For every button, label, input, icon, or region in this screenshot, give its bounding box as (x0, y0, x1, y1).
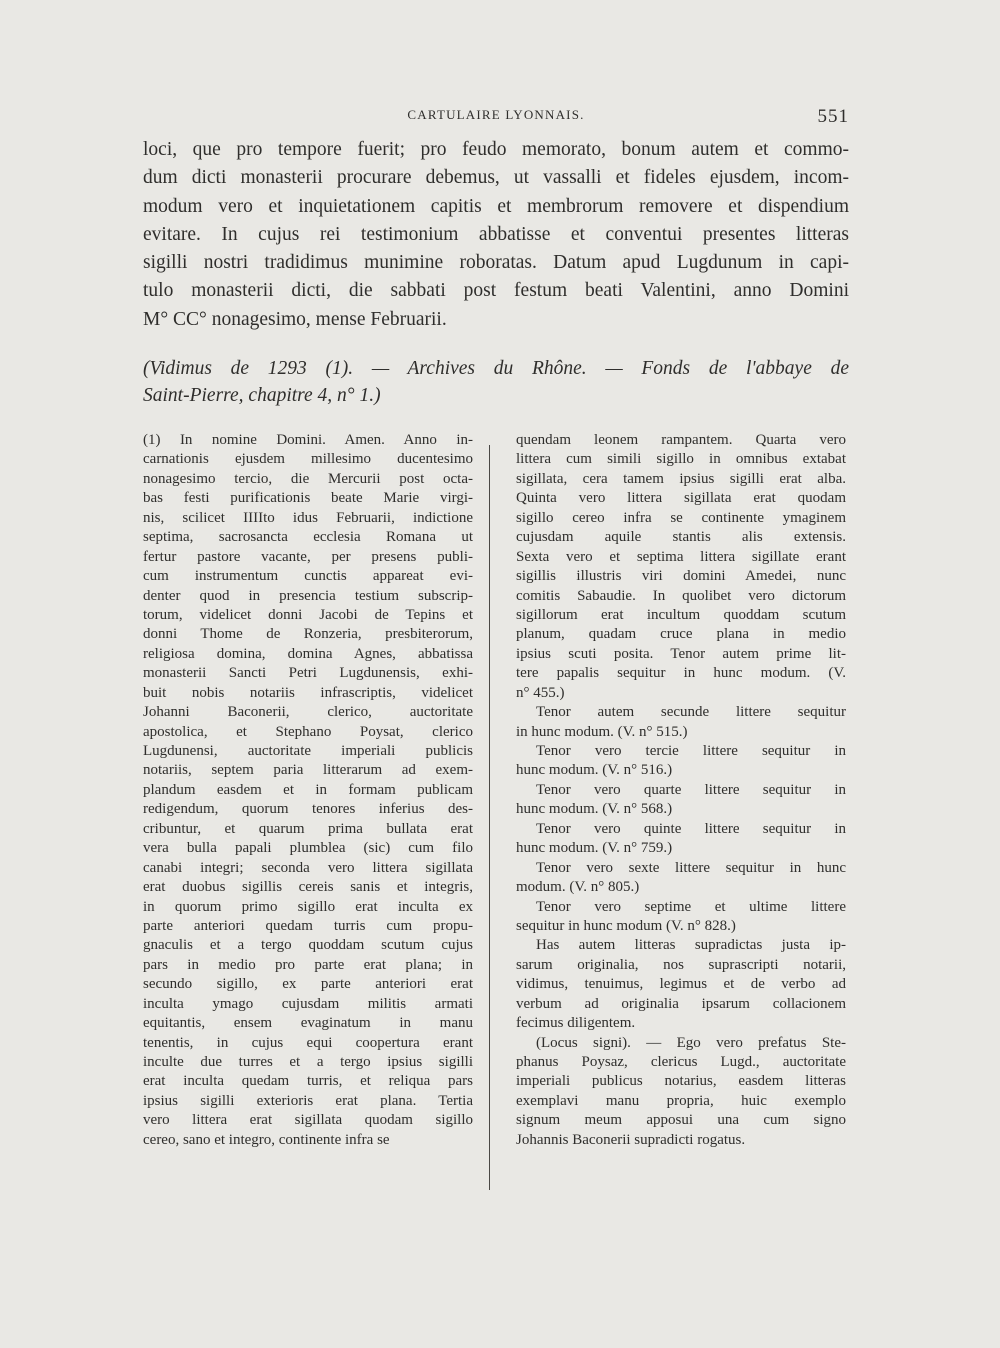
footnote-line: gnaculis et a tergo quoddam scutum cujus (143, 937, 473, 954)
footnote-line: ipsius scuti posita. Tenor autem prime lit- (516, 645, 846, 662)
footnote-line: Tenor vero tercie littere sequitur in (536, 743, 846, 759)
footnote-line: monasterii Sancti Petri Lugdunensis, exhi- (143, 665, 473, 682)
footnote-line: buit nobis notariis infrascriptis, videlicet (143, 684, 473, 701)
footnote-line: sigillorum erat incultum quoddam scutum (516, 606, 846, 623)
footnote-line: fertur pastore vacante, per presens publi- (143, 548, 473, 565)
footnote-line: septima, sacrosancta ecclesia Romana ut (143, 529, 473, 546)
footnote-line: hunc modum. (V. n° 759.) (516, 840, 673, 857)
footnote-line: plandum easdem et in formam publicam (143, 781, 473, 798)
text-line: M° CC° nonagesimo, mense Februarii. (143, 308, 447, 330)
footnote-line: torum, videlicet donni Jacobi de Tepins et (143, 606, 473, 623)
footnote-line: hunc modum. (V. n° 516.) (516, 762, 673, 779)
footnote-line: Quinta vero littera sigillata erat quodam (516, 490, 846, 507)
footnote-line: n° 455.) (516, 684, 565, 701)
footnote-line: comitis Sabaudie. In quolibet vero dictorum (516, 587, 846, 604)
source-line: Saint-Pierre, chapitre 4, n° 1.) (143, 385, 381, 406)
footnote-line: bas festi purificationis beate Marie virgi- (143, 490, 473, 507)
footnote-line: erat duobus sigillis cereis sanis et integris, (143, 879, 473, 896)
footnote-line: secundo sigillo, ex parte anteriori erat (143, 976, 473, 993)
footnote-line: inculta ymago cujusdam militis armati (143, 995, 473, 1012)
footnote-line: modum. (V. n° 805.) (516, 879, 640, 896)
footnote-line: donni Thome de Ronzeria, presbiterorum, (143, 626, 473, 643)
footnote-line: signum meum apposui una cum signo (516, 1112, 846, 1129)
footnote-line: Tenor vero quarte littere sequitur in (536, 781, 846, 798)
footnote-line: quendam leonem rampantem. Quarta vero (516, 432, 846, 448)
running-title: CARTULAIRE LYONNAIS. (407, 107, 585, 122)
footnote-line: equitantis, ensem evaginatum in manu (143, 1015, 473, 1032)
footnote-line: erat inculta quedam turris, et reliqua pars (143, 1073, 473, 1090)
footnote-line: cujusdam aquile stantis alis extensis. (516, 529, 846, 546)
footnote-line: sigillo cereo infra se continente ymaginem (516, 509, 846, 526)
footnote-line: cereo, sano et integro, continente infra se (143, 1131, 390, 1148)
charter-text (143, 136, 849, 334)
footnote-line: in quorum primo sigillo erat inculta ex (143, 898, 473, 915)
footnote-line: sarum originalia, nos suprascripti notarii, (516, 956, 846, 973)
footnote-left-column (143, 431, 473, 1150)
footnote-line: Lugdunensi, auctoritate imperiali publicis (143, 743, 473, 759)
text-line: loci, que pro tempore fuerit; pro feudo memorato, bonum autem et commo- (143, 139, 849, 160)
footnote-line: imperiali publicus notarius, easdem litteras (516, 1073, 846, 1090)
footnote-line: (Locus signi). — Ego vero prefatus Ste- (536, 1034, 846, 1051)
text-line: tulo monasterii dicti, die sabbati post festum beati Valentini, anno Domini (143, 280, 849, 302)
footnote-line: notariis, septem paria litterarum ad exem- (143, 762, 473, 779)
footnote-line: planum, quadam cruce plana in medio (516, 626, 846, 643)
footnote-right-column (516, 431, 846, 1150)
footnote-line: verbum ad originalia ipsarum collacionem (516, 995, 846, 1012)
footnote-line: vero littera erat sigillata quodam sigillo (143, 1112, 473, 1129)
footnote-line: Johanni Baconerii, clerico, auctoritate (143, 704, 473, 721)
footnote-line: fecimus diligentem. (516, 1015, 636, 1032)
footnote-line: religiosa domina, domina Agnes, abbatissa (143, 645, 473, 662)
footnote-line: ipsius sigilli exterioris erat plana. Tertia (143, 1092, 473, 1109)
footnote-line: littera cum simili sigillo in omnibus extabat (516, 451, 846, 468)
source-line: (Vidimus de 1293 (1). — Archives du Rhône. — Fonds de l'abbaye de (143, 358, 849, 379)
footnote-line: canabi integri; seconda vero littera sigillata (143, 859, 473, 876)
footnote-line: Tenor vero septime et ultime littere (536, 898, 846, 915)
page-number: 551 (817, 106, 849, 127)
footnote-line: Tenor autem secunde littere sequitur (536, 704, 846, 721)
footnote-line: sequitur in hunc modum (V. n° 828.) (516, 917, 736, 934)
source-note (143, 355, 849, 409)
footnote-line: vera bulla papali plumblea (sic) cum filo (143, 840, 473, 857)
footnote-line: parte anteriori quedam turris cum propu- (143, 917, 473, 934)
footnote-line: redigendum, quorum tenores inferius des- (143, 801, 473, 818)
footnote-line: carnationis ejusdem millesimo ducentesimo (143, 451, 473, 468)
running-head (143, 104, 849, 128)
footnote-line: vidimus, tenuimus, legimus et de verbo ad (516, 976, 846, 993)
footnote-line: pars in medio pro parte erat plana; in (143, 956, 473, 973)
footnote-line: tenentis, in cujus equi coopertura erant (143, 1034, 473, 1051)
footnote-line: Sexta vero et septima littera sigillate erant (516, 548, 846, 565)
footnote-line: tere papalis sequitur in hunc modum. (V. (516, 665, 846, 682)
footnote-line: cum instrumentum cunctis appareat evi- (143, 568, 473, 585)
text-line: evitare. In cujus rei testimonium abbatisse et conventui presentes litteras (143, 223, 849, 245)
footnote-line: exemplavi manu propria, huic exemplo (516, 1092, 846, 1109)
text-line: dum dicti monasterii procurare debemus, ut vassalli et fideles ejusdem, incom- (143, 167, 849, 189)
footnote-line: cribuntur, et quarum prima bullata erat (143, 820, 473, 837)
footnote-line: phanus Poysaz, clericus Lugd., auctoritate (516, 1054, 846, 1070)
footnote-line: apostolica, et Stephano Poysat, clerico (143, 723, 473, 740)
footnote-line: sigillis illustris viri domini Amedei, nunc (516, 568, 846, 585)
footnote-line: (1) In nomine Domini. Amen. Anno in- (143, 432, 473, 448)
footnote-line: Tenor vero quinte littere sequitur in (536, 820, 846, 837)
footnote-line: denter quod in presencia testium subscrip- (143, 587, 473, 604)
footnote-line: Johannis Baconerii supradicti rogatus. (516, 1131, 746, 1148)
footnote-line: Tenor vero sexte littere sequitur in hunc (536, 859, 846, 876)
footnote-line: Has autem litteras supradictas justa ip- (536, 937, 846, 954)
footnote-line: hunc modum. (V. n° 568.) (516, 801, 673, 818)
text-line: modum vero et inquietationem capitis et membrorum removere et dispendium (143, 195, 849, 217)
footnote-line: nonagesimo tercio, die Mercurii post octa- (143, 470, 473, 487)
text-line: sigilli nostri tradidimus munimine roboratas. Datum apud Lugdunum in capi- (143, 252, 849, 274)
footnote-line: in hunc modum. (V. n° 515.) (516, 723, 688, 740)
column-divider (489, 445, 490, 1190)
footnote-line: sigillata, cera tamem ipsius sigilli erat alba. (516, 470, 846, 487)
footnote-line: nis, scilicet IIIIto idus Februarii, indictione (143, 509, 473, 526)
footnote-line: inculte due turres et a tergo ipsius sigilli (143, 1054, 473, 1070)
